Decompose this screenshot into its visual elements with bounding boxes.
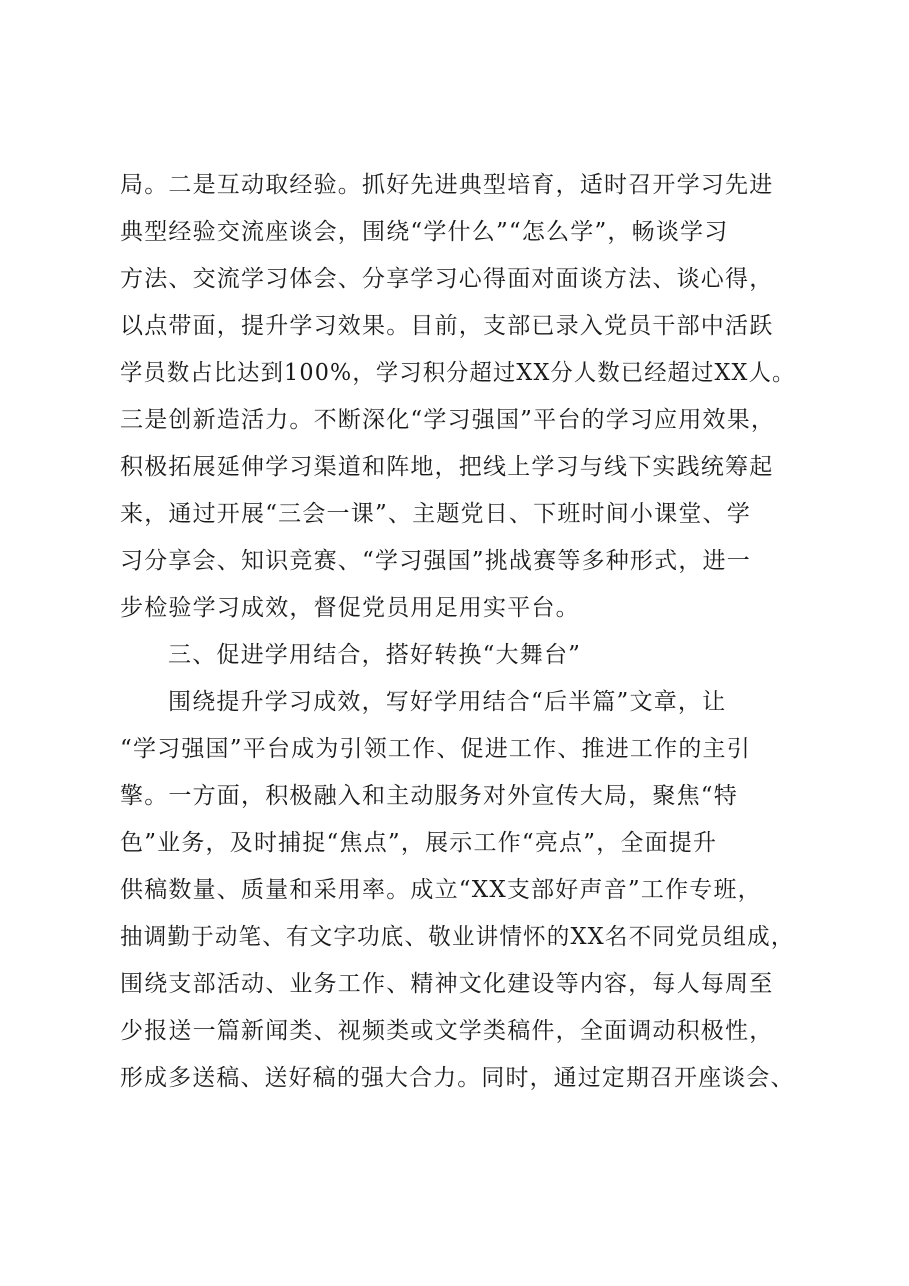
text-line: 典型经验交流座谈会，围绕“学什么”“怎么学”，畅谈学习 [120,219,729,245]
text-line: 习分享会、知识竞赛、“学习强国”挑战赛等多种形式，进一 [120,548,751,574]
text-line: 形成多送稿、送好稿的强大合力。同时，通过定期召开座谈会、 [120,1065,795,1091]
text-line: 围绕支部活动、业务工作、精神文化建设等内容，每人每周至 [120,971,774,997]
text-line: 抽调勤于动笔、有文字功底、敬业讲情怀的XX名不同党员组成， [120,924,795,950]
text-line: “学习强国”平台成为引领工作、促进工作、推进工作的主引 [120,736,751,762]
text-line: 学员数占比达到100%，学习积分超过XX分人数已经超过XX人。 [120,360,796,386]
text-line: 三是创新造活力。不断深化“学习强国”平台的学习应用效果， [120,407,776,433]
text-line: 围绕提升学习成效，写好学用结合“后半篇”文章，让 [168,689,727,715]
text-line: 以点带面，提升学习效果。目前，支部已录入党员干部中活跃 [120,313,774,339]
text-line: 局。二是互动取经验。抓好先进典型培育，适时召开学习先进 [120,172,774,198]
section-heading: 三、促进学用结合，搭好转换“大舞台” [168,642,582,668]
text-line: 来，通过开展“三会一课”、主题党日、下班时间小课堂、学 [120,501,751,527]
text-line: 色”业务，及时捕捉“焦点”，展示工作“亮点”，全面提升 [120,830,718,856]
text-line: 方法、交流学习体会、分享学习心得面对面谈方法、谈心得， [120,266,774,292]
text-line: 积极拓展延伸学习渠道和阵地，把线上学习与线下实践统筹起 [120,454,774,480]
text-line: 少报送一篇新闻类、视频类或文学类稿件，全面调动积极性， [120,1018,774,1044]
text-line: 供稿数量、质量和采用率。成立“XX支部好声音”工作专班， [120,877,762,903]
text-line: 擎。一方面，积极融入和主动服务对外宣传大局，聚焦“特 [120,783,738,809]
text-line: 步检验学习成效，督促党员用足用实平台。 [120,595,580,621]
